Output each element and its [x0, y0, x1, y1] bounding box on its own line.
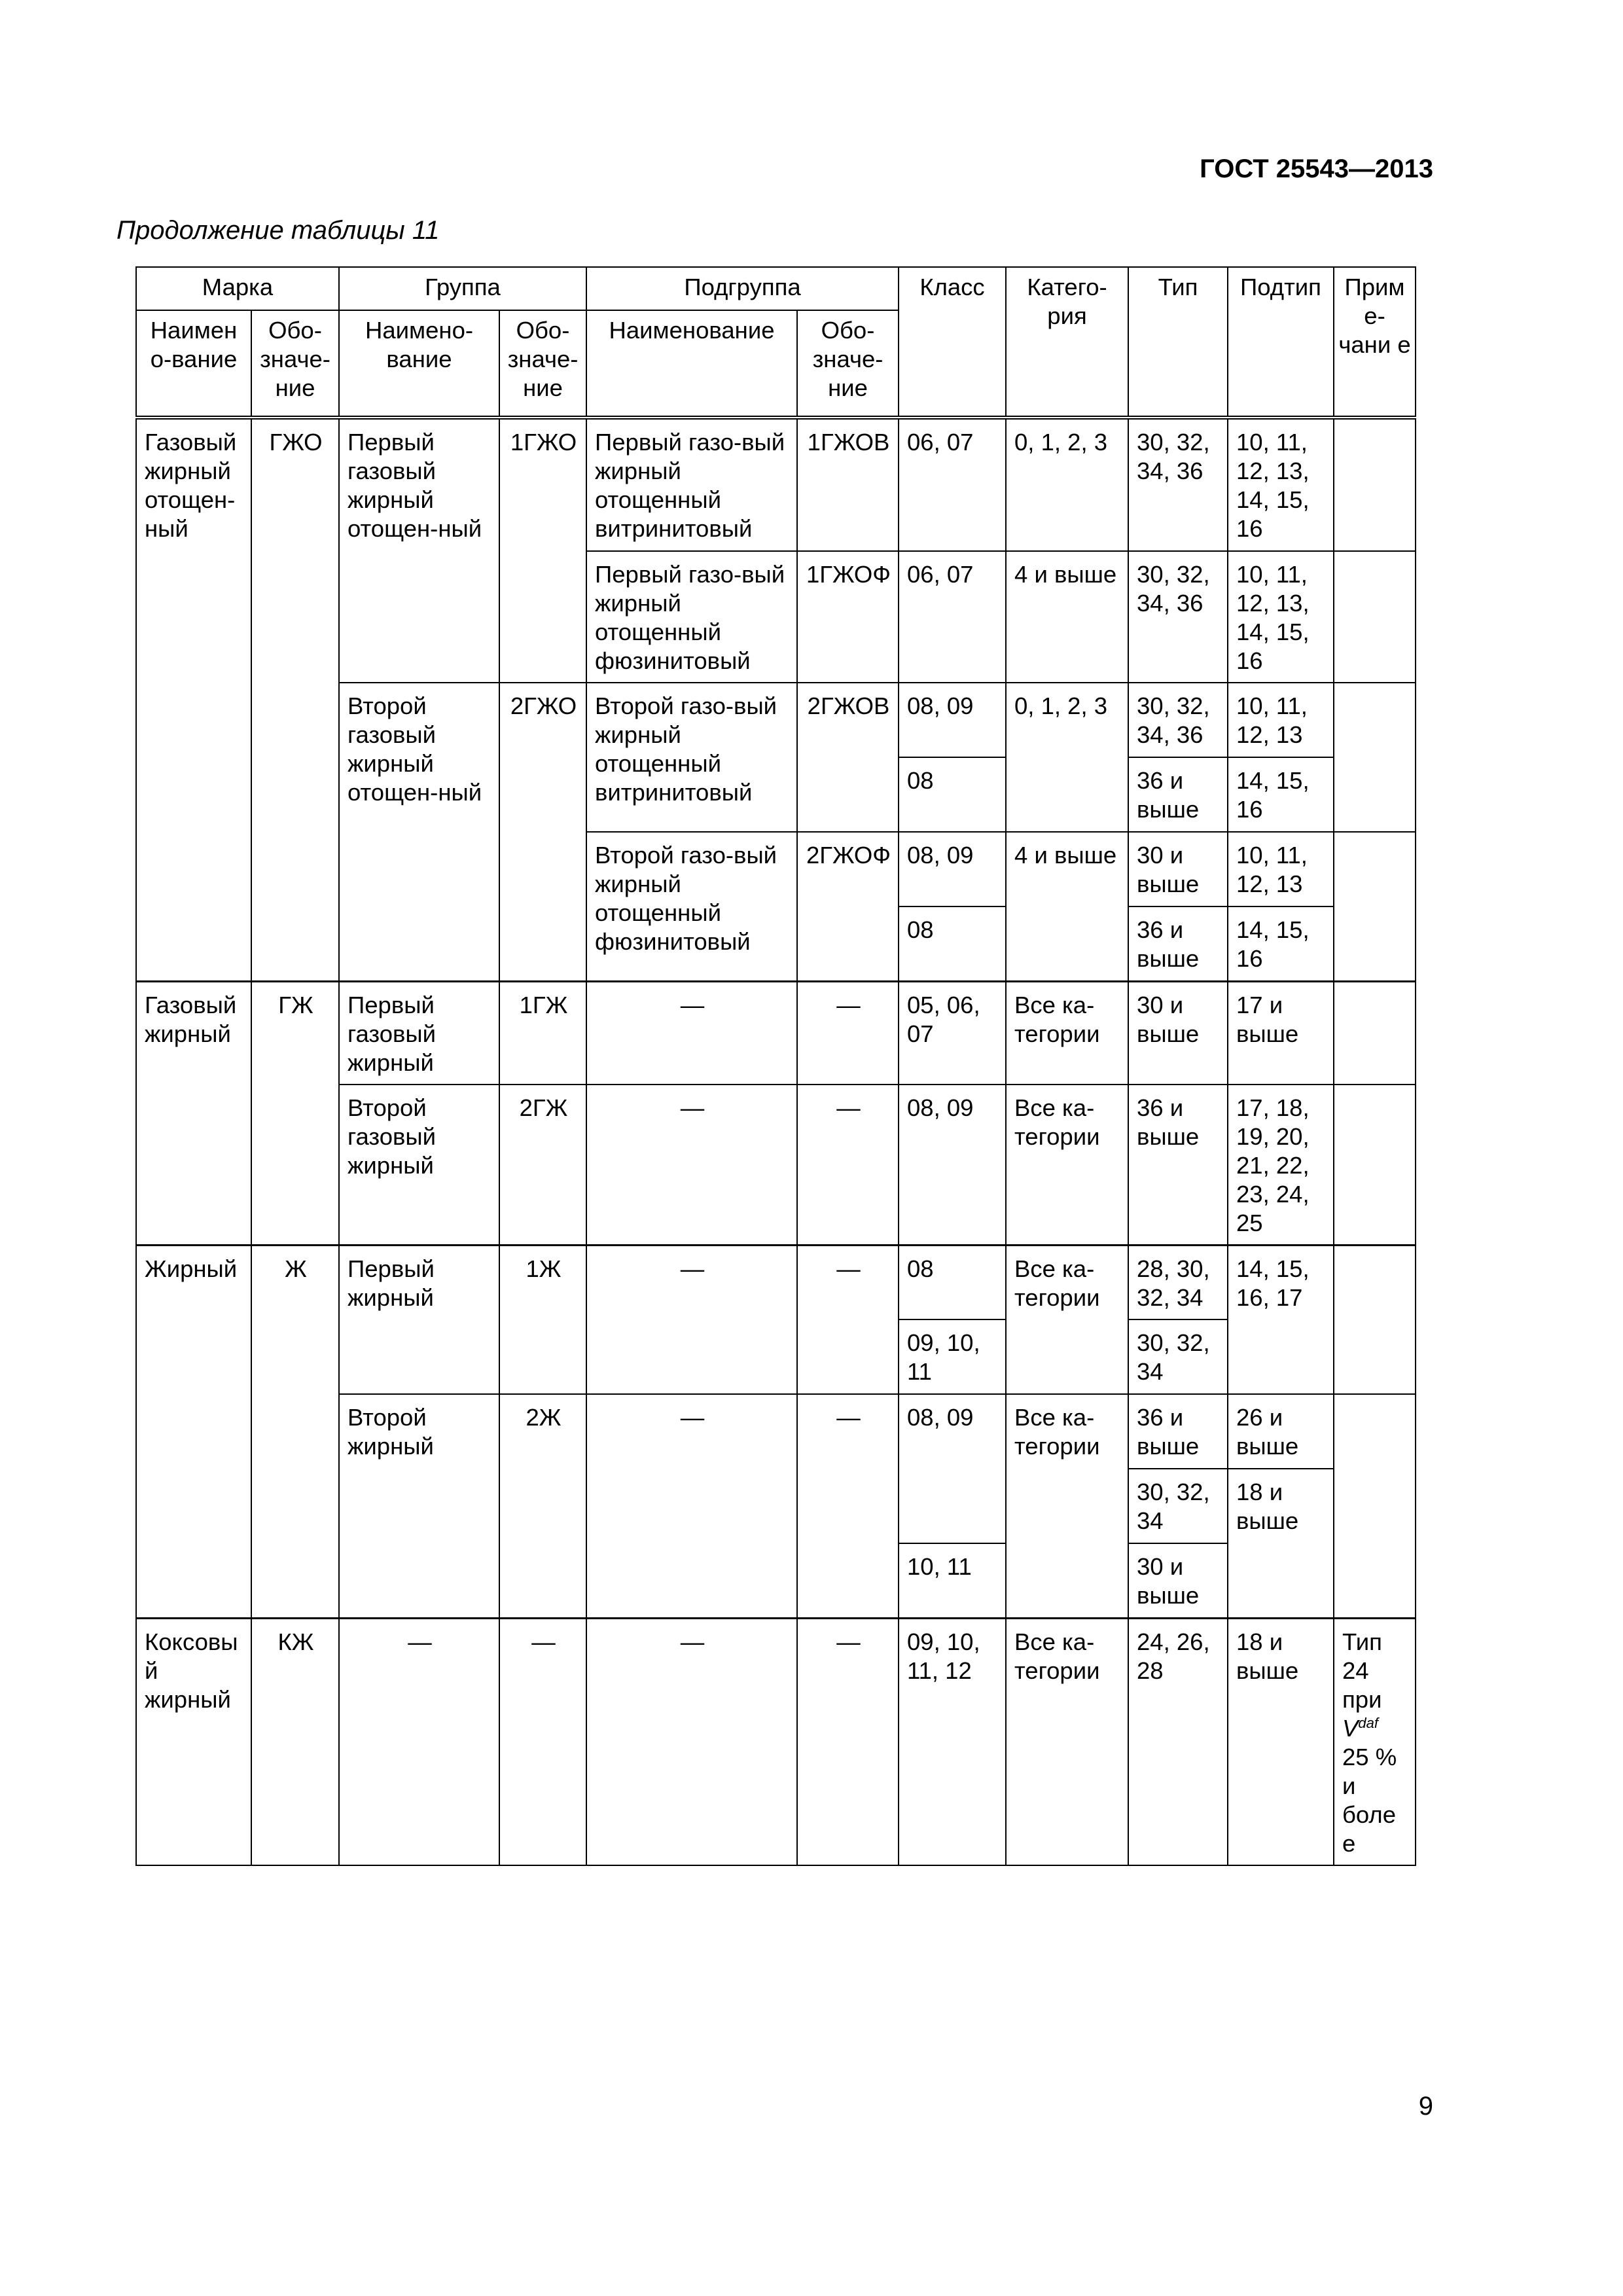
marka-code-cell: КЖ	[251, 1618, 339, 1865]
subgroup-code-cell: 2ГЖОФ	[797, 832, 899, 981]
subgroup-name-cell: —	[586, 981, 797, 1085]
subgroup-code-cell: —	[797, 1245, 899, 1394]
header-klass: Класс	[899, 267, 1006, 418]
group-name-cell: Первый газовый жирный отощен-ный	[339, 418, 499, 683]
subgroup-name-cell: Первый газо-вый жирный отощенный витринитовый	[586, 418, 797, 551]
marka-code-cell: Ж	[251, 1245, 339, 1618]
class-cell: 10, 11	[899, 1543, 1006, 1618]
class-cell: 08	[899, 757, 1006, 832]
header-row	[136, 267, 1416, 310]
class-cell: 08, 09	[899, 1085, 1006, 1246]
note-cell	[1334, 1394, 1416, 1618]
type-cell: 30 и выше	[1128, 1543, 1228, 1618]
subgroup-name-cell: Второй газо-вый жирный отощенный фюзинитовый	[586, 832, 797, 981]
group-name-cell: Первый жирный	[339, 1245, 499, 1394]
subtype-cell: 26 и выше	[1228, 1394, 1334, 1469]
subgroup-name-cell: —	[586, 1394, 797, 1618]
note-cell	[1334, 551, 1416, 683]
standard-number: ГОСТ 25543—2013	[1200, 154, 1433, 183]
subgroup-code-cell: —	[797, 981, 899, 1085]
note-cell	[1334, 418, 1416, 551]
marka-name-cell: Коксовы й жирный	[136, 1618, 251, 1865]
type-cell: 30 и выше	[1128, 981, 1228, 1085]
subgroup-name-cell: —	[586, 1618, 797, 1865]
note-text-a: Тип 24 при	[1342, 1628, 1382, 1713]
type-cell: 30, 32, 34, 36	[1128, 418, 1228, 551]
subgroup-code-cell: —	[797, 1618, 899, 1865]
table-row	[136, 1618, 1416, 1865]
header-gruppa-name: Наимено-вание	[339, 310, 499, 418]
group-code-cell: 1ГЖ	[499, 981, 586, 1085]
note-v-symbol: V	[1342, 1714, 1359, 1742]
table-row	[136, 981, 1416, 1085]
group-code-cell: 2ГЖО	[499, 683, 586, 981]
coal-classification-table	[135, 266, 1416, 1866]
note-daf-superscript: daf	[1358, 1714, 1378, 1731]
marka-name-cell: Газовый жирный	[136, 981, 251, 1245]
category-cell: 0, 1, 2, 3	[1006, 418, 1128, 551]
class-cell: 08, 09	[899, 683, 1006, 757]
subtype-cell: 18 и выше	[1228, 1469, 1334, 1618]
marka-name-cell: Газовый жирный отощен-ный	[136, 418, 251, 981]
note-cell	[1334, 1245, 1416, 1394]
table-row	[136, 1245, 1416, 1319]
subtype-cell: 10, 11, 12, 13, 14, 15, 16	[1228, 551, 1334, 683]
header-kategoriya: Катего-рия	[1006, 267, 1128, 418]
subtype-cell: 10, 11, 12, 13	[1228, 832, 1334, 906]
subtype-cell: 10, 11, 12, 13, 14, 15, 16	[1228, 418, 1334, 551]
category-cell: 4 и выше	[1006, 832, 1128, 981]
subgroup-code-cell: 1ГЖОВ	[797, 418, 899, 551]
subtype-cell: 17, 18, 19, 20, 21, 22, 23, 24, 25	[1228, 1085, 1334, 1246]
subtype-cell: 14, 15, 16	[1228, 906, 1334, 981]
class-cell: 05, 06, 07	[899, 981, 1006, 1085]
subtype-cell: 10, 11, 12, 13	[1228, 683, 1334, 757]
group-code-cell: —	[499, 1618, 586, 1865]
header-podgruppa-name: Наименование	[586, 310, 797, 418]
type-cell: 30, 32, 34, 36	[1128, 683, 1228, 757]
subgroup-name-cell: Второй газо-вый жирный отощенный витринитовый	[586, 683, 797, 832]
category-cell: Все ка-тегории	[1006, 1618, 1128, 1865]
class-cell: 08, 09	[899, 832, 1006, 906]
group-name-cell: Первый газовый жирный	[339, 981, 499, 1085]
note-cell	[1334, 683, 1416, 832]
type-cell: 24, 26, 28	[1128, 1618, 1228, 1865]
group-name-cell: Второй жирный	[339, 1394, 499, 1618]
header-primechanie: Прим е-чани е	[1334, 267, 1416, 418]
class-cell: 08	[899, 1245, 1006, 1319]
class-cell: 06, 07	[899, 551, 1006, 683]
header-podtip: Подтип	[1228, 267, 1334, 418]
subtype-cell: 17 и выше	[1228, 981, 1334, 1085]
header-marka-name: Наимен о-вание	[136, 310, 251, 418]
category-cell: 4 и выше	[1006, 551, 1128, 683]
header-gruppa-code: Обо-значе-ние	[499, 310, 586, 418]
group-code-cell: 2ГЖ	[499, 1085, 586, 1246]
subgroup-code-cell: 1ГЖОФ	[797, 551, 899, 683]
table-row	[136, 418, 1416, 551]
category-cell: Все ка-тегории	[1006, 1394, 1128, 1618]
subtype-cell: 14, 15, 16	[1228, 757, 1334, 832]
type-cell: 30, 32, 34, 36	[1128, 551, 1228, 683]
category-cell: Все ка-тегории	[1006, 981, 1128, 1085]
class-cell: 09, 10, 11	[899, 1319, 1006, 1394]
category-cell: 0, 1, 2, 3	[1006, 683, 1128, 832]
subgroup-code-cell: 2ГЖОВ	[797, 683, 899, 832]
header-marka: Марка	[136, 267, 339, 310]
group-name-cell: —	[339, 1618, 499, 1865]
table-caption: Продолжение таблицы 11	[116, 216, 440, 245]
marka-name-cell: Жирный	[136, 1245, 251, 1618]
group-name-cell: Второй газовый жирный	[339, 1085, 499, 1246]
header-gruppa: Группа	[339, 267, 586, 310]
class-cell: 08, 09	[899, 1394, 1006, 1543]
subgroup-code-cell: —	[797, 1394, 899, 1618]
type-cell: 36 и выше	[1128, 1085, 1228, 1246]
subgroup-name-cell: —	[586, 1245, 797, 1394]
header-tip: Тип	[1128, 267, 1228, 418]
subgroup-name-cell: Первый газо-вый жирный отощенный фюзинитовый	[586, 551, 797, 683]
class-cell: 06, 07	[899, 418, 1006, 551]
type-cell: 28, 30, 32, 34	[1128, 1245, 1228, 1319]
type-cell: 36 и выше	[1128, 906, 1228, 981]
category-cell: Все ка-тегории	[1006, 1245, 1128, 1394]
note-cell	[1334, 1085, 1416, 1246]
note-cell	[1334, 832, 1416, 981]
subgroup-code-cell: —	[797, 1085, 899, 1246]
type-cell: 30, 32, 34	[1128, 1319, 1228, 1394]
marka-code-cell: ГЖ	[251, 981, 339, 1245]
note-cell	[1334, 1618, 1416, 1865]
header-marka-code: Обо-значе-ние	[251, 310, 339, 418]
page-number: 9	[1418, 2092, 1433, 2121]
type-cell: 30, 32, 34	[1128, 1469, 1228, 1543]
class-cell: 09, 10, 11, 12	[899, 1618, 1006, 1865]
group-code-cell: 2Ж	[499, 1394, 586, 1618]
subgroup-name-cell: —	[586, 1085, 797, 1246]
type-cell: 36 и выше	[1128, 1394, 1228, 1469]
group-code-cell: 1ГЖО	[499, 418, 586, 683]
class-cell: 08	[899, 906, 1006, 981]
group-name-cell: Второй газовый жирный отощен-ный	[339, 683, 499, 981]
subtype-cell: 18 и выше	[1228, 1618, 1334, 1865]
note-cell	[1334, 981, 1416, 1085]
type-cell: 30 и выше	[1128, 832, 1228, 906]
header-podgruppa-code: Обо-значе-ние	[797, 310, 899, 418]
header-podgruppa: Подгруппа	[586, 267, 899, 310]
subtype-cell: 14, 15, 16, 17	[1228, 1245, 1334, 1394]
marka-code-cell: ГЖО	[251, 418, 339, 981]
type-cell: 36 и выше	[1128, 757, 1228, 832]
group-code-cell: 1Ж	[499, 1245, 586, 1394]
category-cell: Все ка-тегории	[1006, 1085, 1128, 1246]
note-text-b: 25 % и боле е	[1342, 1743, 1397, 1857]
